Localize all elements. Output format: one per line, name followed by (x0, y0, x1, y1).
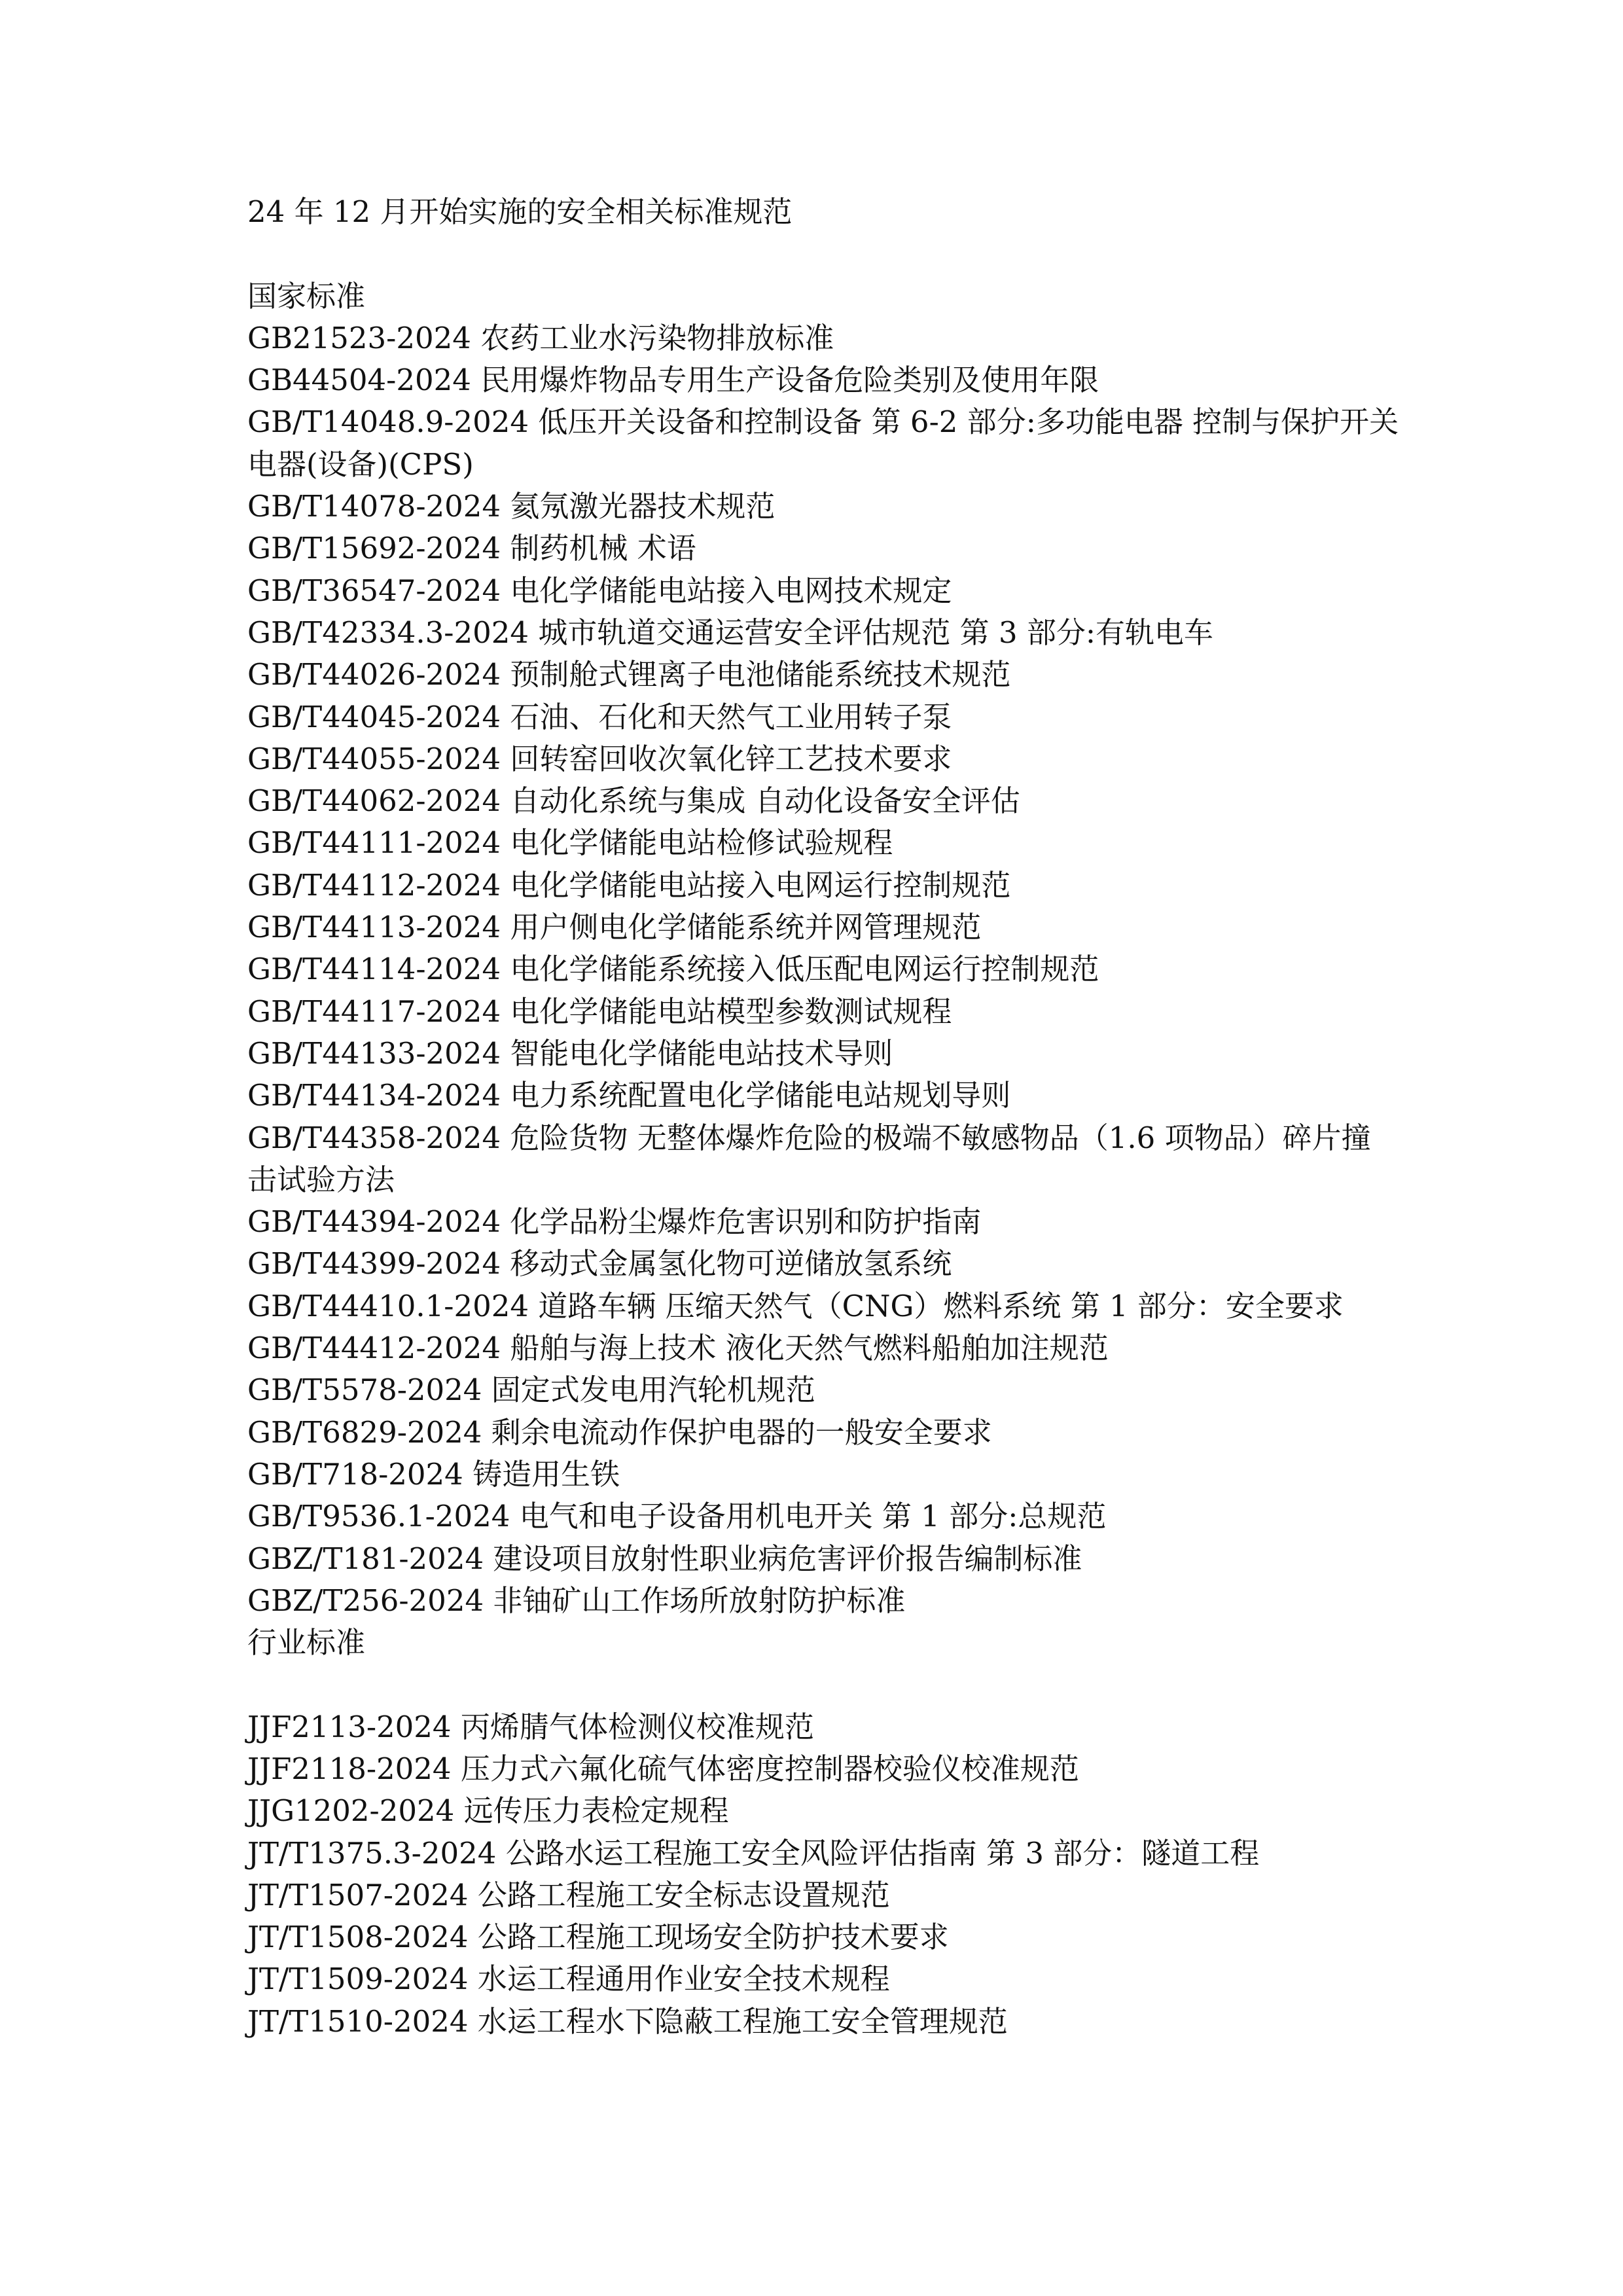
standard-code: GB/T44111-2024 (247, 825, 501, 861)
standard-code: GB/T5578-2024 (247, 1372, 482, 1408)
standard-name: 丙烯腈气体检测仪校准规范 (460, 1709, 814, 1744)
standard-code: GB/T14048.9-2024 (247, 404, 529, 440)
standard-name: 制药机械 术语 (510, 531, 696, 566)
standard-entry (247, 317, 1399, 359)
standard-code: GB/T44045-2024 (247, 699, 501, 734)
standard-entry (247, 1580, 1399, 1622)
national-standards-heading: 国家标准 (247, 278, 366, 314)
standard-entry (247, 1748, 1399, 1790)
standard-name: 石油、石化和天然气工业用转子泵 (510, 699, 952, 734)
spacer (247, 233, 1399, 275)
standard-entry (247, 738, 1399, 780)
standard-entry (247, 1706, 1399, 1748)
standard-name: 压力式六氟化硫气体密度控制器校验仪校准规范 (460, 1751, 1079, 1786)
standard-entry (247, 1412, 1399, 1454)
industry-standards-list (247, 1706, 1399, 2043)
standard-code: GB/T9536.1-2024 (247, 1499, 510, 1534)
standard-entry (247, 612, 1399, 654)
standard-entry (247, 822, 1399, 864)
standard-name: 电化学储能电站检修试验规程 (510, 825, 893, 861)
standard-code: GBZ/T181-2024 (247, 1541, 484, 1576)
standard-name: 用户侧电化学储能系统并网管理规范 (510, 910, 982, 945)
standard-name: 铸造用生铁 (473, 1456, 620, 1492)
standard-code: JJG1202-2024 (247, 1793, 455, 1829)
standard-name: 船舶与海上技术 液化天然气燃料船舶加注规范 (510, 1331, 1109, 1366)
standard-code: JT/T1510-2024 (247, 2003, 469, 2039)
standard-entry (247, 1201, 1399, 1243)
standard-code: JT/T1507-2024 (247, 1877, 469, 1912)
standard-code: GB21523-2024 (247, 320, 471, 355)
standard-code: GB/T44113-2024 (247, 910, 501, 945)
standard-code: GB44504-2024 (247, 363, 471, 398)
spacer (247, 1664, 1399, 1706)
standard-entry (247, 1538, 1399, 1580)
standard-name: 自动化系统与集成 自动化设备安全评估 (510, 783, 1020, 819)
standard-code: JT/T1508-2024 (247, 1920, 469, 1955)
standard-code: GB/T14078-2024 (247, 489, 501, 524)
standard-code: GB/T718-2024 (247, 1456, 463, 1492)
standard-entry (247, 948, 1399, 990)
document-title: 24 年 12 月开始实施的安全相关标准规范 (247, 194, 793, 229)
standard-name: 远传压力表检定规程 (463, 1793, 729, 1829)
standard-code: GB/T44394-2024 (247, 1204, 501, 1240)
standard-entry (247, 865, 1399, 906)
standard-code: GB/T44112-2024 (247, 867, 501, 903)
standard-name: 农药工业水污染物排放标准 (480, 320, 834, 355)
standard-code: GB/T44412-2024 (247, 1331, 501, 1366)
standard-entry (247, 1874, 1399, 1916)
standard-code: GB/T42334.3-2024 (247, 615, 529, 650)
standard-name: 电化学储能电站接入电网运行控制规范 (510, 867, 1011, 903)
standard-code: GB/T36547-2024 (247, 573, 501, 608)
standard-name: 固定式发电用汽轮机规范 (491, 1372, 815, 1408)
standard-code: JJF2118-2024 (247, 1751, 452, 1786)
standard-name: 电力系统配置电化学储能电站规划导则 (510, 1078, 1011, 1113)
standard-name: 智能电化学储能电站技术导则 (510, 1035, 893, 1071)
standard-code: GB/T44114-2024 (247, 952, 501, 987)
standard-entry (247, 570, 1399, 612)
standard-name: 回转窑回收次氧化锌工艺技术要求 (510, 741, 952, 776)
standard-code: GB/T44055-2024 (247, 741, 501, 776)
standard-code: GBZ/T256-2024 (247, 1583, 484, 1618)
standard-code: GB/T44358-2024 (247, 1120, 501, 1155)
standard-code: GB/T44026-2024 (247, 657, 501, 692)
standard-name: 电气和电子设备用机电开关 第 1 部分:总规范 (519, 1499, 1107, 1534)
standard-code: GB/T44134-2024 (247, 1078, 501, 1113)
standard-name: 城市轨道交通运营安全评估规范 第 3 部分:有轨电车 (538, 615, 1214, 650)
standard-name: 预制舱式锂离子电池储能系统技术规范 (510, 657, 1011, 692)
standard-entry (247, 1916, 1399, 1958)
standard-code: JJF2113-2024 (247, 1709, 452, 1744)
standard-code: GB/T44133-2024 (247, 1035, 501, 1071)
standard-name: 水运工程水下隐蔽工程施工安全管理规范 (477, 2003, 1008, 2039)
standard-name: 水运工程通用作业安全技术规程 (477, 1962, 890, 1997)
standard-entry (247, 780, 1399, 822)
standard-name: 危险货物 无整体爆炸危险的极端不敏感物品（1.6 项物品）碎片撞击试验方法 (247, 1120, 1371, 1197)
standard-code: GB/T44117-2024 (247, 994, 501, 1029)
standard-entry (247, 401, 1399, 486)
standard-name: 非铀矿山工作场所放射防护标准 (493, 1583, 906, 1618)
standard-entry (247, 1285, 1399, 1327)
standard-entry (247, 1833, 1399, 1874)
standard-name: 剩余电流动作保护电器的一般安全要求 (491, 1414, 992, 1450)
national-standards-list (247, 317, 1399, 1622)
standard-name: 化学品粉尘爆炸危害识别和防护指南 (510, 1204, 982, 1240)
standard-code: GB/T15692-2024 (247, 531, 501, 566)
standard-code: GB/T6829-2024 (247, 1414, 482, 1450)
standard-entry (247, 696, 1399, 738)
standard-code: JT/T1375.3-2024 (247, 1835, 497, 1871)
standard-entry (247, 1075, 1399, 1117)
standard-name: 电化学储能电站模型参数测试规程 (510, 994, 952, 1029)
standard-code: JT/T1509-2024 (247, 1962, 469, 1997)
standard-entry (247, 486, 1399, 528)
standard-entry (247, 1369, 1399, 1411)
standard-entry (247, 1496, 1399, 1537)
standard-name: 公路工程施工安全标志设置规范 (477, 1877, 890, 1912)
standard-name: 公路工程施工现场安全防护技术要求 (477, 1920, 949, 1955)
standard-entry (247, 2001, 1399, 2043)
standard-entry (247, 1958, 1399, 2000)
standard-entry (247, 1117, 1399, 1202)
standard-name: 电化学储能电站接入电网技术规定 (510, 573, 952, 608)
standard-code: GB/T44399-2024 (247, 1246, 501, 1282)
document-body (247, 191, 1399, 2043)
standard-name: 低压开关设备和控制设备 第 6-2 部分:多功能电器 控制与保护开关电器(设备)(CPS) (247, 404, 1399, 482)
standard-name: 道路车辆 压缩天然气（CNG）燃料系统 第 1 部分：安全要求 (538, 1288, 1344, 1323)
standard-entry (247, 906, 1399, 948)
standard-code: GB/T44410.1-2024 (247, 1288, 529, 1323)
industry-standards-heading: 行业标准 (247, 1625, 366, 1660)
standard-entry (247, 359, 1399, 401)
standard-entry (247, 1033, 1399, 1075)
standard-entry (247, 1243, 1399, 1285)
standard-name: 氦氖激光器技术规范 (510, 489, 776, 524)
standard-name: 公路水运工程施工安全风险评估指南 第 3 部分：隧道工程 (505, 1835, 1260, 1871)
standard-code: GB/T44062-2024 (247, 783, 501, 819)
standard-entry (247, 1790, 1399, 1832)
standard-entry (247, 991, 1399, 1033)
standard-entry (247, 654, 1399, 696)
standard-name: 移动式金属氢化物可逆储放氢系统 (510, 1246, 952, 1282)
standard-entry (247, 528, 1399, 569)
standard-name: 民用爆炸物品专用生产设备危险类别及使用年限 (480, 363, 1099, 398)
standard-name: 电化学储能系统接入低压配电网运行控制规范 (510, 952, 1099, 987)
standard-entry (247, 1327, 1399, 1369)
standard-entry (247, 1454, 1399, 1496)
standard-name: 建设项目放射性职业病危害评价报告编制标准 (493, 1541, 1082, 1576)
